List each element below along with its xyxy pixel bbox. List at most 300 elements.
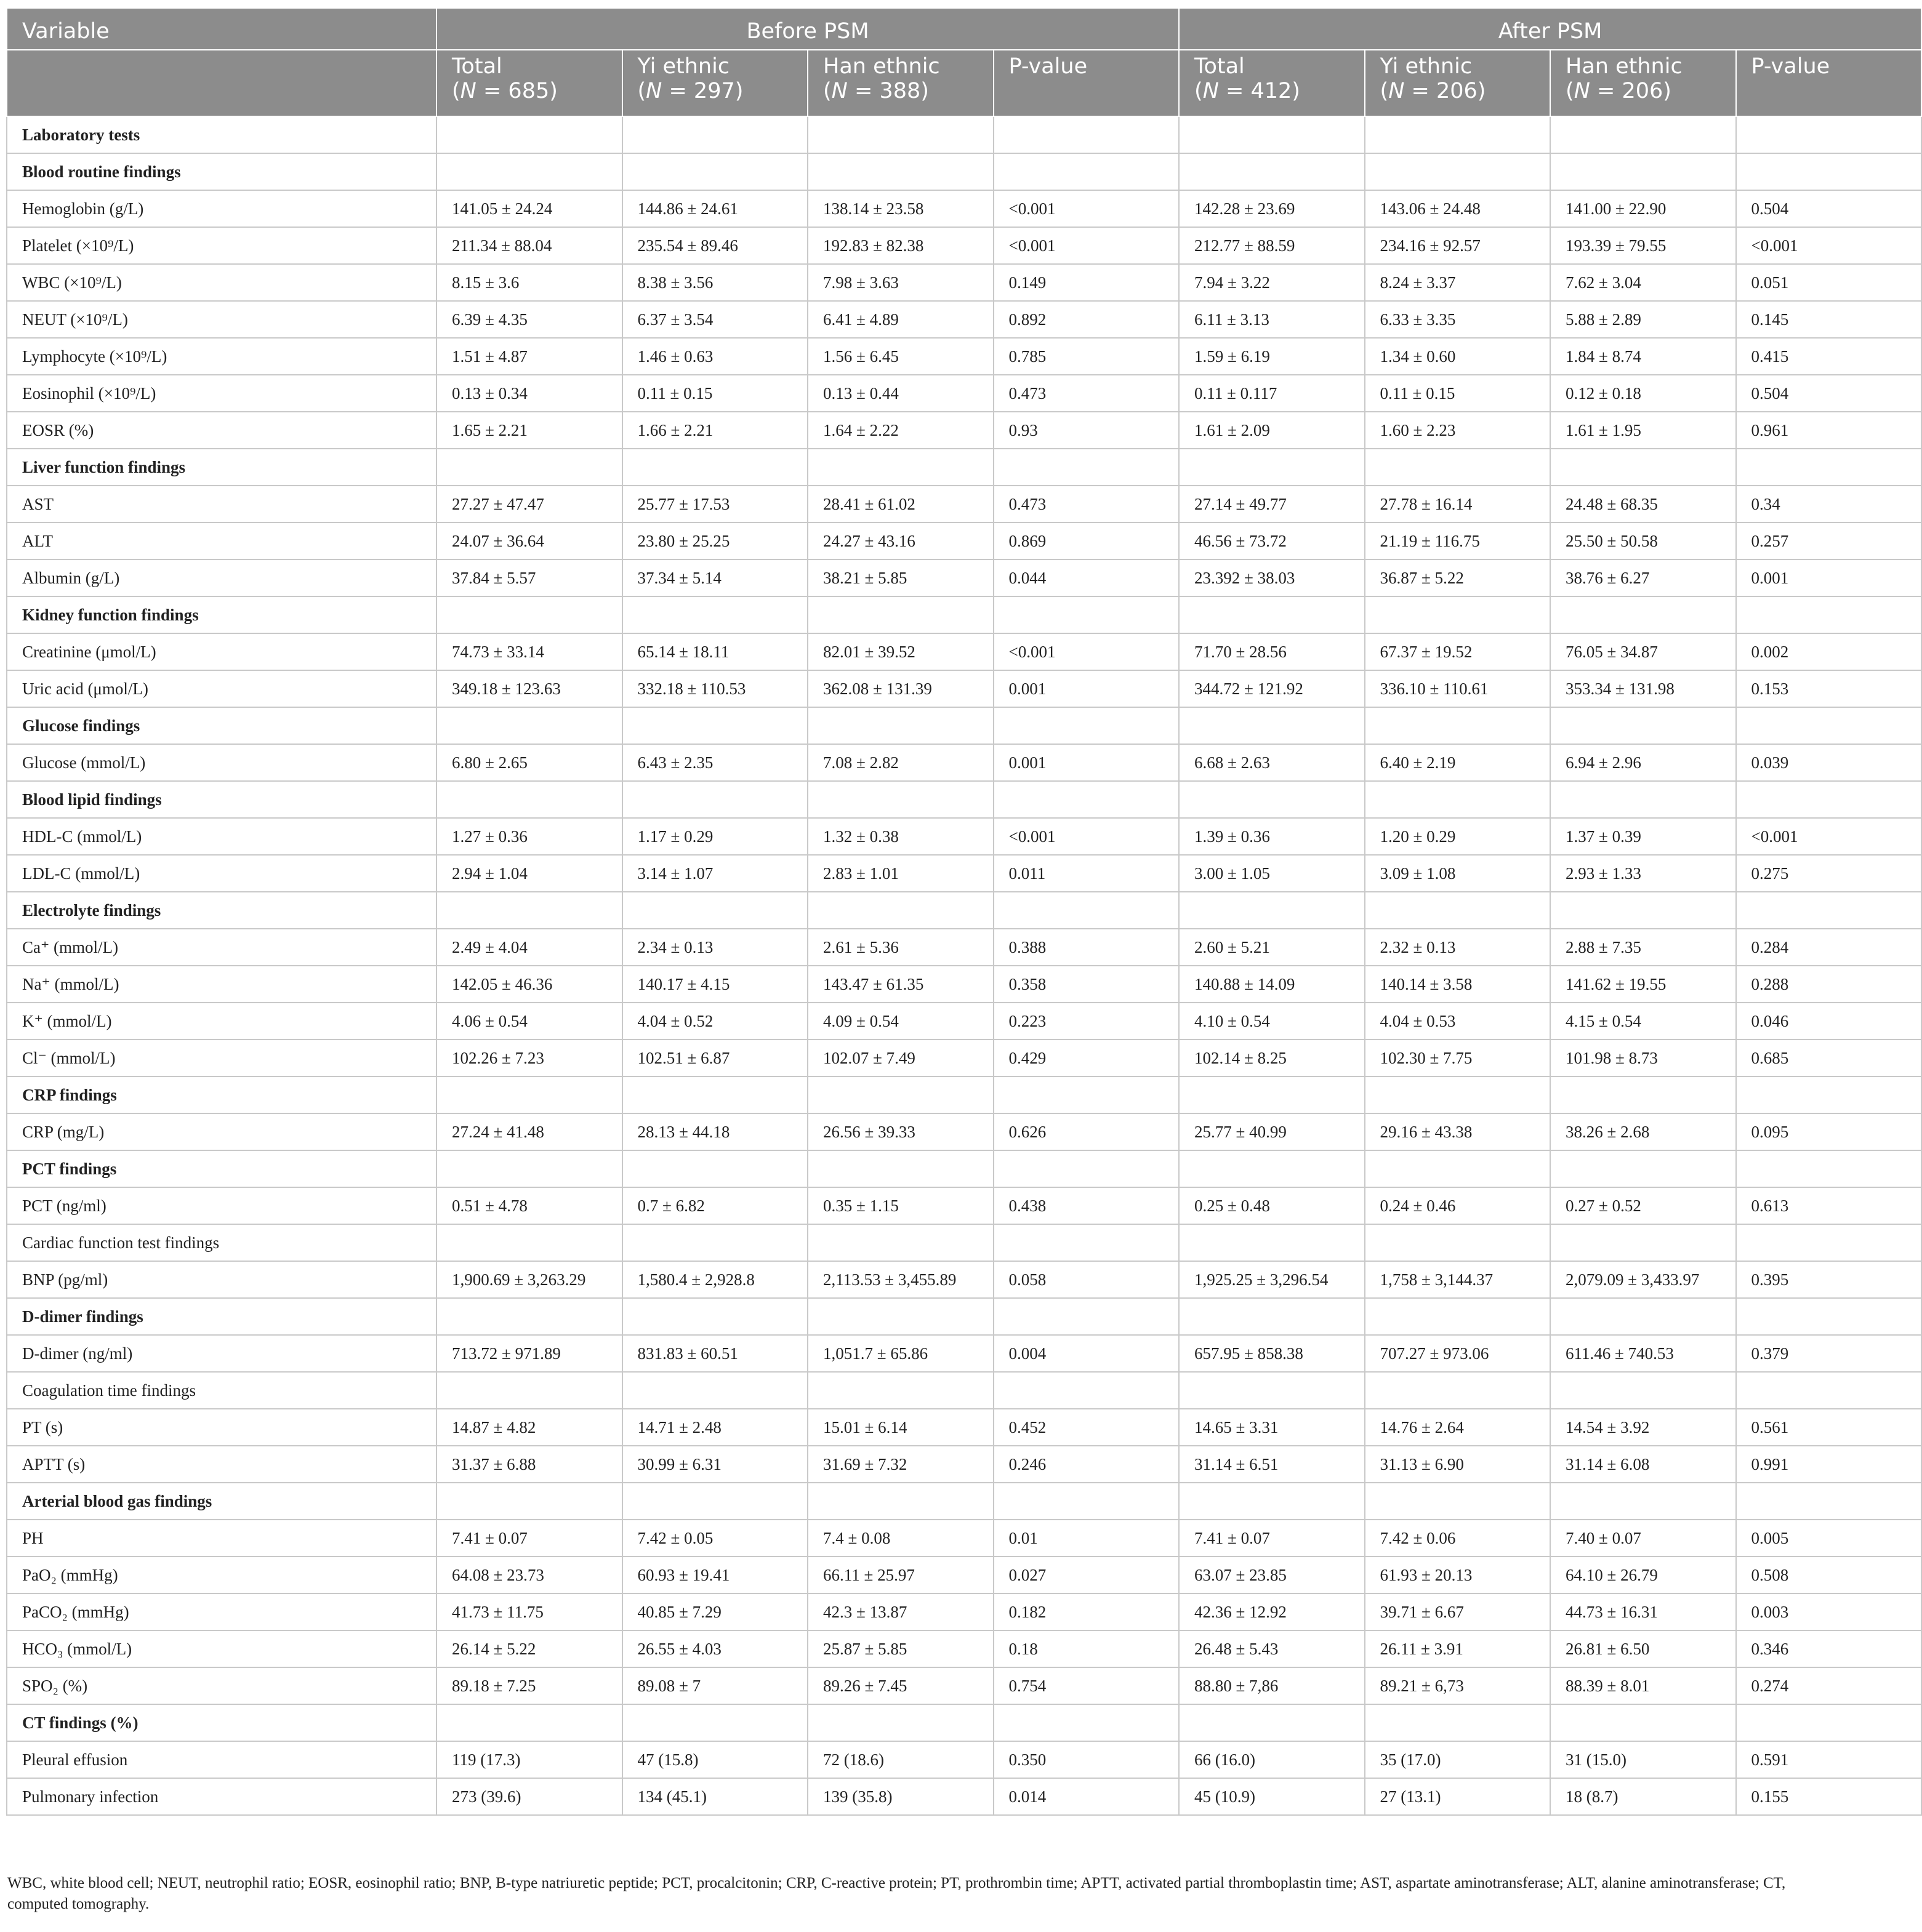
value-cell: 26.81 ± 6.50 xyxy=(1550,1630,1736,1667)
empty-cell xyxy=(994,781,1180,818)
value-cell: 713.72 ± 971.89 xyxy=(436,1335,622,1372)
value-cell: 141.00 ± 22.90 xyxy=(1550,190,1736,227)
value-cell: 7.08 ± 2.82 xyxy=(808,744,994,781)
value-cell: 6.11 ± 3.13 xyxy=(1179,301,1365,338)
value-cell: 139 (35.8) xyxy=(808,1778,994,1815)
empty-cell xyxy=(436,449,622,486)
section-label: Coagulation time findings xyxy=(7,1372,436,1409)
p-value-cell: 0.93 xyxy=(994,412,1180,449)
value-cell: 141.05 ± 24.24 xyxy=(436,190,622,227)
row-label: Cl⁻ (mmol/L) xyxy=(7,1040,436,1076)
value-cell: 46.56 ± 73.72 xyxy=(1179,523,1365,559)
empty-cell xyxy=(994,1150,1180,1187)
table-row xyxy=(7,486,1921,523)
value-cell: 1.61 ± 2.09 xyxy=(1179,412,1365,449)
value-cell: 60.93 ± 19.41 xyxy=(622,1557,808,1593)
value-cell: 0.11 ± 0.15 xyxy=(1365,375,1551,412)
p-value-cell: 0.004 xyxy=(994,1335,1180,1372)
value-cell: 31.13 ± 6.90 xyxy=(1365,1446,1551,1483)
value-cell: 14.54 ± 3.92 xyxy=(1550,1409,1736,1446)
value-cell: 36.87 ± 5.22 xyxy=(1365,559,1551,596)
table-row xyxy=(7,1261,1921,1298)
value-cell: 1.51 ± 4.87 xyxy=(436,338,622,375)
row-label: Platelet (×10⁹/L) xyxy=(7,227,436,264)
empty-cell xyxy=(436,153,622,190)
p-value-cell: 0.044 xyxy=(994,559,1180,596)
empty-cell xyxy=(1365,449,1551,486)
column-name: Total xyxy=(1194,54,1245,79)
empty-cell xyxy=(1179,707,1365,744)
value-cell: 5.88 ± 2.89 xyxy=(1550,301,1736,338)
column-name: P-value xyxy=(1751,54,1830,79)
p-value-cell: 0.18 xyxy=(994,1630,1180,1667)
value-cell: 27.14 ± 49.77 xyxy=(1179,486,1365,523)
section-row xyxy=(7,116,1921,153)
table-footnote: WBC, white blood cell; NEUT, neutrophil ratio; EOSR, eosinophil ratio; BNP, B-type natriuretic peptide; PCT, procalcitonin; CRP, C-reactive protein; PT, prothrombin time; APTT, activated partial thromboplastin time; AST, aspartate aminotransferase; ALT, alanine aminotransferase; CT, computed tomography. xyxy=(7,1875,1786,1912)
row-label: ALT xyxy=(7,523,436,559)
value-cell: 7.4 ± 0.08 xyxy=(808,1520,994,1557)
empty-cell xyxy=(1365,1076,1551,1113)
value-cell: 0.13 ± 0.44 xyxy=(808,375,994,412)
p-value-cell: 0.01 xyxy=(994,1520,1180,1557)
empty-cell xyxy=(1736,153,1922,190)
p-value-cell: 0.257 xyxy=(1736,523,1922,559)
value-cell: 14.65 ± 3.31 xyxy=(1179,1409,1365,1446)
row-label: SPO₂ (%) xyxy=(7,1667,436,1704)
value-cell: 8.15 ± 3.6 xyxy=(436,264,622,301)
value-cell: 7.42 ± 0.06 xyxy=(1365,1520,1551,1557)
value-cell: 37.84 ± 5.57 xyxy=(436,559,622,596)
value-cell: 7.42 ± 0.05 xyxy=(622,1520,808,1557)
value-cell: 26.55 ± 4.03 xyxy=(622,1630,808,1667)
value-cell: 8.38 ± 3.56 xyxy=(622,264,808,301)
value-cell: 24.27 ± 43.16 xyxy=(808,523,994,559)
p-value-cell: 0.388 xyxy=(994,929,1180,966)
value-cell: 29.16 ± 43.38 xyxy=(1365,1113,1551,1150)
section-label: CT findings (%) xyxy=(7,1704,436,1741)
column-header xyxy=(808,50,994,116)
value-cell: 7.98 ± 3.63 xyxy=(808,264,994,301)
p-value-cell: 0.504 xyxy=(1736,375,1922,412)
value-cell: 141.62 ± 19.55 xyxy=(1550,966,1736,1003)
value-cell: 657.95 ± 858.38 xyxy=(1179,1335,1365,1372)
header-group-before-psm: Before PSM xyxy=(436,8,1179,50)
value-cell: 6.41 ± 4.89 xyxy=(808,301,994,338)
value-cell: 31.14 ± 6.08 xyxy=(1550,1446,1736,1483)
value-cell: 362.08 ± 131.39 xyxy=(808,670,994,707)
value-cell: 23.80 ± 25.25 xyxy=(622,523,808,559)
empty-cell xyxy=(1179,1704,1365,1741)
value-cell: 31 (15.0) xyxy=(1550,1741,1736,1778)
column-sample-size: (N = 206) xyxy=(1566,79,1671,103)
p-value-cell: 0.001 xyxy=(994,670,1180,707)
value-cell: 212.77 ± 88.59 xyxy=(1179,227,1365,264)
empty-cell xyxy=(994,1298,1180,1335)
empty-cell xyxy=(808,781,994,818)
empty-cell xyxy=(994,153,1180,190)
value-cell: 235.54 ± 89.46 xyxy=(622,227,808,264)
empty-cell xyxy=(1365,1483,1551,1520)
column-name: Yi ethnic xyxy=(1380,54,1473,79)
column-name: Han ethnic xyxy=(1566,54,1683,79)
empty-cell xyxy=(1736,116,1922,153)
header-group-after-psm: After PSM xyxy=(1179,8,1921,50)
value-cell: 119 (17.3) xyxy=(436,1741,622,1778)
value-cell: 1.37 ± 0.39 xyxy=(1550,818,1736,855)
header-row-groups xyxy=(7,8,1921,50)
value-cell: 88.80 ± 7,86 xyxy=(1179,1667,1365,1704)
value-cell: 273 (39.6) xyxy=(436,1778,622,1815)
value-cell: 27.24 ± 41.48 xyxy=(436,1113,622,1150)
value-cell: 38.21 ± 5.85 xyxy=(808,559,994,596)
empty-cell xyxy=(994,892,1180,929)
value-cell: 6.37 ± 3.54 xyxy=(622,301,808,338)
p-value-cell: 0.379 xyxy=(1736,1335,1922,1372)
value-cell: 1,758 ± 3,144.37 xyxy=(1365,1261,1551,1298)
empty-cell xyxy=(1365,1704,1551,1741)
table-row xyxy=(7,1520,1921,1557)
column-name: P-value xyxy=(1008,54,1088,79)
empty-cell xyxy=(994,1372,1180,1409)
empty-cell xyxy=(436,1298,622,1335)
empty-cell xyxy=(808,116,994,153)
value-cell: 102.14 ± 8.25 xyxy=(1179,1040,1365,1076)
value-cell: 336.10 ± 110.61 xyxy=(1365,670,1551,707)
value-cell: 31.69 ± 7.32 xyxy=(808,1446,994,1483)
empty-cell xyxy=(436,596,622,633)
empty-cell xyxy=(994,116,1180,153)
empty-cell xyxy=(808,449,994,486)
value-cell: 45 (10.9) xyxy=(1179,1778,1365,1815)
value-cell: 6.33 ± 3.35 xyxy=(1365,301,1551,338)
value-cell: 64.10 ± 26.79 xyxy=(1550,1557,1736,1593)
empty-cell xyxy=(1365,781,1551,818)
table-row xyxy=(7,1113,1921,1150)
empty-cell xyxy=(808,1372,994,1409)
row-label: EOSR (%) xyxy=(7,412,436,449)
value-cell: 1.46 ± 0.63 xyxy=(622,338,808,375)
value-cell: 47 (15.8) xyxy=(622,1741,808,1778)
row-label: Albumin (g/L) xyxy=(7,559,436,596)
value-cell: 24.07 ± 36.64 xyxy=(436,523,622,559)
table-row xyxy=(7,744,1921,781)
value-cell: 2,113.53 ± 3,455.89 xyxy=(808,1261,994,1298)
column-header xyxy=(1179,50,1365,116)
value-cell: 234.16 ± 92.57 xyxy=(1365,227,1551,264)
empty-cell xyxy=(1179,596,1365,633)
value-cell: 102.51 ± 6.87 xyxy=(622,1040,808,1076)
row-label: AST xyxy=(7,486,436,523)
empty-cell xyxy=(622,116,808,153)
empty-cell xyxy=(436,1150,622,1187)
value-cell: 66 (16.0) xyxy=(1179,1741,1365,1778)
value-cell: 6.80 ± 2.65 xyxy=(436,744,622,781)
p-value-cell: 0.754 xyxy=(994,1667,1180,1704)
value-cell: 88.39 ± 8.01 xyxy=(1550,1667,1736,1704)
empty-cell xyxy=(1550,1483,1736,1520)
value-cell: 1.56 ± 6.45 xyxy=(808,338,994,375)
value-cell: 25.77 ± 40.99 xyxy=(1179,1113,1365,1150)
value-cell: 1.84 ± 8.74 xyxy=(1550,338,1736,375)
value-cell: 27 (13.1) xyxy=(1365,1778,1551,1815)
p-value-cell: 0.051 xyxy=(1736,264,1922,301)
empty-cell xyxy=(1365,596,1551,633)
value-cell: 1.59 ± 6.19 xyxy=(1179,338,1365,375)
empty-cell xyxy=(622,596,808,633)
empty-cell xyxy=(1736,1483,1922,1520)
empty-cell xyxy=(994,596,1180,633)
p-value-cell: 0.275 xyxy=(1736,855,1922,892)
value-cell: 63.07 ± 23.85 xyxy=(1179,1557,1365,1593)
value-cell: 144.86 ± 24.61 xyxy=(622,190,808,227)
value-cell: 1.39 ± 0.36 xyxy=(1179,818,1365,855)
empty-cell xyxy=(994,449,1180,486)
empty-cell xyxy=(622,707,808,744)
value-cell: 26.56 ± 39.33 xyxy=(808,1113,994,1150)
empty-cell xyxy=(1365,1150,1551,1187)
value-cell: 102.07 ± 7.49 xyxy=(808,1040,994,1076)
value-cell: 35 (17.0) xyxy=(1365,1741,1551,1778)
header-variable: Variable xyxy=(7,8,436,50)
value-cell: 38.26 ± 2.68 xyxy=(1550,1113,1736,1150)
empty-cell xyxy=(1736,1224,1922,1261)
value-cell: 4.04 ± 0.53 xyxy=(1365,1003,1551,1040)
p-value-cell: 0.358 xyxy=(994,966,1180,1003)
empty-cell xyxy=(1179,892,1365,929)
section-row xyxy=(7,596,1921,633)
value-cell: 30.99 ± 6.31 xyxy=(622,1446,808,1483)
value-cell: 0.11 ± 0.15 xyxy=(622,375,808,412)
p-value-cell: 0.002 xyxy=(1736,633,1922,670)
value-cell: 142.05 ± 46.36 xyxy=(436,966,622,1003)
empty-cell xyxy=(1179,781,1365,818)
value-cell: 27.27 ± 47.47 xyxy=(436,486,622,523)
empty-cell xyxy=(1179,1076,1365,1113)
empty-cell xyxy=(808,1224,994,1261)
p-value-cell: 0.613 xyxy=(1736,1187,1922,1224)
empty-cell xyxy=(622,1150,808,1187)
p-value-cell: 0.346 xyxy=(1736,1630,1922,1667)
value-cell: 2.83 ± 1.01 xyxy=(808,855,994,892)
table-row xyxy=(7,966,1921,1003)
empty-cell xyxy=(1550,116,1736,153)
empty-cell xyxy=(622,781,808,818)
value-cell: 38.76 ± 6.27 xyxy=(1550,559,1736,596)
value-cell: 353.34 ± 131.98 xyxy=(1550,670,1736,707)
value-cell: 102.30 ± 7.75 xyxy=(1365,1040,1551,1076)
empty-cell xyxy=(808,1298,994,1335)
value-cell: 1.66 ± 2.21 xyxy=(622,412,808,449)
value-cell: 42.36 ± 12.92 xyxy=(1179,1593,1365,1630)
column-sample-size: (N = 206) xyxy=(1380,79,1486,103)
empty-cell xyxy=(1365,892,1551,929)
value-cell: 344.72 ± 121.92 xyxy=(1179,670,1365,707)
value-cell: 1,580.4 ± 2,928.8 xyxy=(622,1261,808,1298)
section-row xyxy=(7,1150,1921,1187)
value-cell: 89.26 ± 7.45 xyxy=(808,1667,994,1704)
empty-cell xyxy=(1365,1224,1551,1261)
p-value-cell: 0.001 xyxy=(1736,559,1922,596)
p-value-cell: 0.005 xyxy=(1736,1520,1922,1557)
value-cell: 4.15 ± 0.54 xyxy=(1550,1003,1736,1040)
value-cell: 28.13 ± 44.18 xyxy=(622,1113,808,1150)
value-cell: 349.18 ± 123.63 xyxy=(436,670,622,707)
empty-cell xyxy=(1550,892,1736,929)
value-cell: 74.73 ± 33.14 xyxy=(436,633,622,670)
value-cell: 1.60 ± 2.23 xyxy=(1365,412,1551,449)
value-cell: 26.48 ± 5.43 xyxy=(1179,1630,1365,1667)
empty-cell xyxy=(1365,116,1551,153)
empty-cell xyxy=(1736,1372,1922,1409)
p-value-cell: 0.155 xyxy=(1736,1778,1922,1815)
p-value-cell: 0.003 xyxy=(1736,1593,1922,1630)
value-cell: 6.40 ± 2.19 xyxy=(1365,744,1551,781)
empty-cell xyxy=(808,1704,994,1741)
value-cell: 0.35 ± 1.15 xyxy=(808,1187,994,1224)
column-name: Han ethnic xyxy=(823,54,940,79)
column-header xyxy=(436,50,622,116)
section-label: Cardiac function test findings xyxy=(7,1224,436,1261)
empty-cell xyxy=(994,1224,1180,1261)
empty-cell xyxy=(1736,1150,1922,1187)
value-cell: 15.01 ± 6.14 xyxy=(808,1409,994,1446)
p-value-cell: 0.561 xyxy=(1736,1409,1922,1446)
value-cell: 0.27 ± 0.52 xyxy=(1550,1187,1736,1224)
p-value-cell: 0.284 xyxy=(1736,929,1922,966)
value-cell: 142.28 ± 23.69 xyxy=(1179,190,1365,227)
empty-cell xyxy=(1550,1704,1736,1741)
p-value-cell: 0.046 xyxy=(1736,1003,1922,1040)
value-cell: 89.21 ± 6,73 xyxy=(1365,1667,1551,1704)
table-row xyxy=(7,1335,1921,1372)
section-label: PCT findings xyxy=(7,1150,436,1187)
p-value-cell: 0.145 xyxy=(1736,301,1922,338)
value-cell: 6.39 ± 4.35 xyxy=(436,301,622,338)
value-cell: 14.76 ± 2.64 xyxy=(1365,1409,1551,1446)
row-label: CRP (mg/L) xyxy=(7,1113,436,1150)
table-row xyxy=(7,523,1921,559)
value-cell: 89.18 ± 7.25 xyxy=(436,1667,622,1704)
value-cell: 143.47 ± 61.35 xyxy=(808,966,994,1003)
column-sample-size: (N = 412) xyxy=(1194,79,1300,103)
empty-cell xyxy=(994,1704,1180,1741)
section-row xyxy=(7,1372,1921,1409)
value-cell: 21.19 ± 116.75 xyxy=(1365,523,1551,559)
row-label: WBC (×10⁹/L) xyxy=(7,264,436,301)
row-label: D-dimer (ng/ml) xyxy=(7,1335,436,1372)
table-row xyxy=(7,1741,1921,1778)
value-cell: 72 (18.6) xyxy=(808,1741,994,1778)
table-row xyxy=(7,633,1921,670)
empty-cell xyxy=(1365,1298,1551,1335)
row-label: PT (s) xyxy=(7,1409,436,1446)
p-value-cell: 0.274 xyxy=(1736,1667,1922,1704)
p-value-cell: <0.001 xyxy=(1736,818,1922,855)
value-cell: 4.10 ± 0.54 xyxy=(1179,1003,1365,1040)
table-row xyxy=(7,1630,1921,1667)
row-label: HCO₃ (mmol/L) xyxy=(7,1630,436,1667)
empty-cell xyxy=(994,1483,1180,1520)
table-row xyxy=(7,412,1921,449)
value-cell: 7.41 ± 0.07 xyxy=(1179,1520,1365,1557)
table-row xyxy=(7,1557,1921,1593)
row-label: PaCO₂ (mmHg) xyxy=(7,1593,436,1630)
column-header xyxy=(1736,50,1922,116)
value-cell: 3.09 ± 1.08 xyxy=(1365,855,1551,892)
table-row xyxy=(7,190,1921,227)
value-cell: 140.17 ± 4.15 xyxy=(622,966,808,1003)
table-row xyxy=(7,338,1921,375)
value-cell: 67.37 ± 19.52 xyxy=(1365,633,1551,670)
value-cell: 18 (8.7) xyxy=(1550,1778,1736,1815)
value-cell: 40.85 ± 7.29 xyxy=(622,1593,808,1630)
value-cell: 0.51 ± 4.78 xyxy=(436,1187,622,1224)
value-cell: 14.87 ± 4.82 xyxy=(436,1409,622,1446)
value-cell: 71.70 ± 28.56 xyxy=(1179,633,1365,670)
value-cell: 7.41 ± 0.07 xyxy=(436,1520,622,1557)
value-cell: 82.01 ± 39.52 xyxy=(808,633,994,670)
p-value-cell: <0.001 xyxy=(994,227,1180,264)
section-label: Blood lipid findings xyxy=(7,781,436,818)
value-cell: 0.24 ± 0.46 xyxy=(1365,1187,1551,1224)
row-label: K⁺ (mmol/L) xyxy=(7,1003,436,1040)
column-header xyxy=(994,50,1180,116)
p-value-cell: 0.223 xyxy=(994,1003,1180,1040)
table-row xyxy=(7,855,1921,892)
table-row xyxy=(7,1409,1921,1446)
p-value-cell: 0.961 xyxy=(1736,412,1922,449)
empty-cell xyxy=(436,781,622,818)
value-cell: 0.11 ± 0.117 xyxy=(1179,375,1365,412)
empty-cell xyxy=(622,1224,808,1261)
p-value-cell: 0.014 xyxy=(994,1778,1180,1815)
value-cell: 611.46 ± 740.53 xyxy=(1550,1335,1736,1372)
empty-cell xyxy=(622,153,808,190)
empty-cell xyxy=(1365,707,1551,744)
p-value-cell: <0.001 xyxy=(994,190,1180,227)
empty-cell xyxy=(1550,1150,1736,1187)
table-row xyxy=(7,375,1921,412)
empty-cell xyxy=(622,1076,808,1113)
empty-cell xyxy=(436,1224,622,1261)
column-header xyxy=(1550,50,1736,116)
p-value-cell: 0.438 xyxy=(994,1187,1180,1224)
value-cell: 0.7 ± 6.82 xyxy=(622,1187,808,1224)
empty-cell xyxy=(808,1150,994,1187)
value-cell: 7.94 ± 3.22 xyxy=(1179,264,1365,301)
table-row xyxy=(7,1446,1921,1483)
section-row xyxy=(7,153,1921,190)
p-value-cell: 0.34 xyxy=(1736,486,1922,523)
row-label: NEUT (×10⁹/L) xyxy=(7,301,436,338)
data-table xyxy=(6,7,1922,1816)
empty-cell xyxy=(1179,1298,1365,1335)
row-label: PH xyxy=(7,1520,436,1557)
section-row xyxy=(7,1076,1921,1113)
value-cell: 3.14 ± 1.07 xyxy=(622,855,808,892)
value-cell: 140.14 ± 3.58 xyxy=(1365,966,1551,1003)
value-cell: 0.13 ± 0.34 xyxy=(436,375,622,412)
table-row xyxy=(7,227,1921,264)
value-cell: 25.50 ± 50.58 xyxy=(1550,523,1736,559)
empty-cell xyxy=(1179,1224,1365,1261)
row-label: LDL-C (mmol/L) xyxy=(7,855,436,892)
column-header xyxy=(1365,50,1551,116)
value-cell: 1.17 ± 0.29 xyxy=(622,818,808,855)
column-header xyxy=(622,50,808,116)
value-cell: 26.11 ± 3.91 xyxy=(1365,1630,1551,1667)
empty-cell xyxy=(808,707,994,744)
